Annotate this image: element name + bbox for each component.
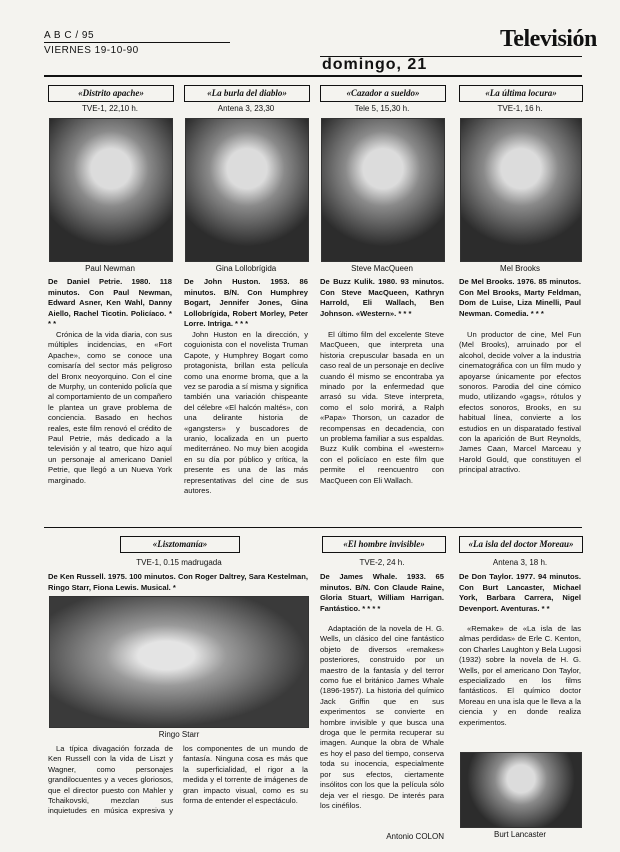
photo-steve-macqueen: [321, 118, 445, 262]
channel-time: TVE-1, 16 h.: [497, 104, 543, 113]
film-credits: De Ken Russell. 1975. 100 minutos. Con Roger Daltrey, Sara Kestelman, Ringo Starr, Fiona Lewis. Musical. *: [48, 572, 308, 592]
photo-gina-lollobrigida: [185, 118, 309, 262]
header-rule: [44, 42, 230, 43]
channel-time: Antena 3, 23,30: [217, 104, 275, 113]
film-review: John Huston en la dirección, y coguionista con el novelista Truman Capote, y Humphrey Bogart como protagonista, brillan esta película como una enorme broma, que a la vez se parodia a sí misma y significa también una variación chispeante del célebre «El halcón maltés», con una delirante historia de «gangsters» y buscadores de uranio, localizada en un puerto mediterráneo. No muy bien acogida en su día por público y crítica, la presente es una de las más representativas del cine de sus autores.: [184, 330, 308, 496]
channel-time: TVE-1, 0.15 madrugada: [136, 558, 222, 567]
page-number: A B C / 95: [44, 30, 95, 41]
channel-time: Tele 5, 15,30 h.: [354, 104, 410, 113]
film-title-la-isla-del-doctor-moreau: «La isla del doctor Moreau»: [459, 536, 583, 553]
film-review: El último film del excelente Steve MacQueen, que interpreta una historia crepuscular basada en un caso real de un personaje en declive cuando él mismo se encontraba ya minado por la enfermedad que arrasó su vida. Steve interpreta, como el solo morirá, a Ralph «Papa» Thorson, un cazador de recompensas en decadencia, con un problema familiar a sus espaldas. Buzz Kulik combina el «western» con el policíaco en este film que permite el reencuentro con MacQueen con Eli Wallach.: [320, 330, 444, 485]
film-title-lisztomania: «Lisztomanía»: [120, 536, 240, 553]
channel-time: TVE-1, 22,10 h.: [81, 104, 139, 113]
film-title-el-hombre-invisible: «El hombre invisible»: [322, 536, 446, 553]
date-line: VIERNES 19-10-90: [44, 45, 139, 56]
film-review: La típica divagación forzada de Ken Russell con la vida de Liszt y Wagner, como personajes grandilocuentes y a veces gloriosos, que el director puesto con Mahler y Tchaikovski, mezclan sus inquietudes en música expresiva y los componentes de un mundo de fantasía. Ninguna cosa es más que la superficialidad, el rigor a la medida y el torrente de imágenes de gran impacto visual, como es su forma de entender el espectáculo.: [48, 744, 308, 816]
film-title-la-ultima-locura: «La última locura»: [459, 85, 583, 102]
film-review: Crónica de la vida diaria, con sus múltiples incidencias, en «Fort Apache», como se conoce una comisaría del sector más peligroso del Bronx neoyorquino. Con el cine de Murphy, un contenido policía que al comportamiento de un compañero le plantea un grave problema de conciencia. Basado en hechos reales, este film renovó el crédito de Paul Petrie, más dedicado a la televisión y al teatro, que hizo aquí un personaje al americano Daniel Petrie, que llegó a un Nueva York marginado.: [48, 330, 172, 485]
film-credits: De Buzz Kulik. 1980. 93 minutos. Con Steve MacQueen, Kathryn Harrold, Eli Wallach, Ben Johnson. «Western». * * *: [320, 277, 444, 318]
channel-time: Antena 3, 18 h.: [492, 558, 548, 567]
film-credits: De James Whale. 1933. 65 minutos. B/N. Con Claude Raine, Gloria Stuart, William Harrigan. Fantástico. * * * *: [320, 572, 444, 613]
middle-rule: [44, 527, 582, 528]
channel-time: TVE-2, 24 h.: [359, 558, 405, 567]
photo-caption: Mel Brooks: [499, 264, 540, 273]
photo-caption: Gina Lollobrígida: [215, 264, 277, 273]
film-credits: De Daniel Petrie. 1980. 118 minutos. Con Paul Newman, Edward Asner, Ken Wahl, Danny Aiello, Rachel Ticotin. Policíaco. * * *: [48, 277, 172, 329]
photo-ringo-starr: [49, 596, 309, 728]
top-rule: [44, 75, 582, 77]
day-heading: domingo, 21: [322, 56, 428, 73]
photo-caption: Burt Lancaster: [493, 830, 547, 839]
film-credits: De Mel Brooks. 1976. 85 minutos. Con Mel Brooks, Marty Feldman, Dom de Luise, Liza Minelli, Paul Newman. Comedia. * * *: [459, 277, 581, 318]
photo-paul-newman: [49, 118, 173, 262]
photo-caption: Ringo Starr: [158, 730, 200, 739]
photo-burt-lancaster: [460, 752, 582, 828]
film-review: Un productor de cine, Mel Fun (Mel Brooks), arruinado por el alcohol, decide volver a la industria cinematográfica con un film mudo y apoyarse únicamente por efectos sonoros. Parodia del cine cómico mudo, utilizando «gags», rótulos y efectos sonoros, Brooks, en su habitual línea, convierte a los estudios en un disparatado festival con la aparición de Burt Reynolds, James Caan, Marcel Marceau y Harold Gould, que constituyen el principal atractivo.: [459, 330, 581, 475]
film-credits: De John Huston. 1953. 86 minutos. B/N. Con Humphrey Bogart, Jennifer Jones, Gina Lollobrígida, Robert Morley, Peter Lorre. Intriga. * * *: [184, 277, 308, 329]
film-title-distrito-apache: «Distrito apache»: [48, 85, 174, 102]
section-title: Televisión: [500, 26, 597, 52]
film-title-la-burla-del-diablo: «La burla del diablo»: [184, 85, 310, 102]
photo-caption: Paul Newman: [85, 264, 135, 273]
photo-caption: Steve MacQueen: [351, 264, 413, 273]
film-credits: De Don Taylor. 1977. 94 minutos. Con Burt Lancaster, Michael York, Barbara Carrera, Nigel Devenport. Aventuras. * *: [459, 572, 581, 613]
film-review: Adaptación de la novela de H. G. Wells, un clásico del cine fantástico objeto de diversos «remakes» posteriores, construido por un maestro de la fantasía y del terror como fue el británico James Whale (1896-1957). La historia del químico Jack Griffin que en sus experimentos se convierte en hombre invisible y que busca una droga que le permita recuperar su imagen. Aunque la obra de Whale es hoy el paso del tiempo, conserva toda su inocencia, especialmente por sus efectos, ciertamente insólitos con los que la película sólo deja ver el riesgo. De interés para los cinéfilos.: [320, 624, 444, 810]
author-signature: Antonio COLON: [386, 832, 444, 841]
photo-mel-brooks: [460, 118, 582, 262]
film-review: «Remake» de «La isla de las almas perdidas» de Erle C. Kenton, con Charles Laughton y Bela Lugosi (1932) sobre la novela de H. G. Wells, por el americano Don Taylor, especializado en los films fantásticos. El químico doctor Moreau en una isla que le lleva a la ciencia y en donde realiza experimentos.: [459, 624, 581, 727]
film-title-cazador-a-sueldo: «Cazador a sueldo»: [320, 85, 446, 102]
